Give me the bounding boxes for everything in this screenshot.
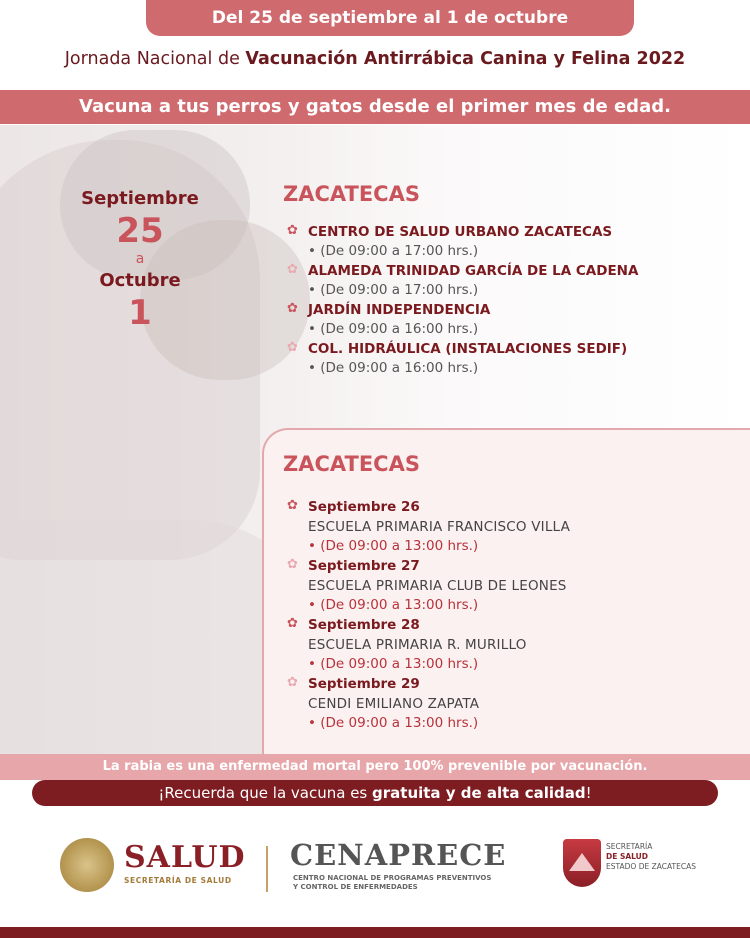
logo-divider xyxy=(266,846,268,892)
reminder-pill xyxy=(32,780,718,806)
list-item xyxy=(285,339,725,378)
paw-icon: ✿ xyxy=(287,498,298,513)
campaign-title-bold: Vacunación Antirrábica Canina y Felina 2022 xyxy=(245,49,686,69)
rabies-note: La rabia es una enfermedad mortal pero 100% prevenible por vacunación. xyxy=(0,754,750,780)
date-range-pill: Del 25 de septiembre al 1 de octubre xyxy=(146,0,634,36)
visit-hours: • (De 09:00 a 13:00 hrs.) xyxy=(308,597,479,613)
section1-title: ZACATECAS xyxy=(283,182,420,206)
section1-list xyxy=(285,222,725,378)
list-item xyxy=(285,222,725,261)
list-item xyxy=(285,300,725,339)
campaign-title xyxy=(0,49,750,69)
location-name: ALAMEDA TRINIDAD GARCÍA DE LA CADENA xyxy=(308,263,639,279)
campaign-banner: Vacuna a tus perros y gatos desde el primer mes de edad. xyxy=(0,90,750,124)
mountain-icon xyxy=(569,853,595,871)
section2-list xyxy=(285,497,725,733)
cenaprece-logo-subtitle xyxy=(293,874,513,892)
paw-icon: ✿ xyxy=(287,340,298,355)
cenaprece-logo-title: CENAPRECE xyxy=(290,838,507,872)
date-connector: a xyxy=(135,251,145,267)
zac-line1: SECRETARÍA xyxy=(606,842,653,851)
start-month: Septiembre xyxy=(81,188,199,209)
salud-logo-title: SALUD xyxy=(124,840,246,875)
list-item xyxy=(285,261,725,300)
visit-hours: • (De 09:00 a 13:00 hrs.) xyxy=(308,538,479,554)
visit-date: Septiembre 28 xyxy=(308,617,420,633)
location-hours: • (De 09:00 a 17:00 hrs.) xyxy=(308,282,479,298)
list-item xyxy=(285,497,725,556)
reminder-prefix: ¡Recuerda que la vacuna es xyxy=(158,784,373,802)
paw-icon: ✿ xyxy=(287,301,298,316)
zacatecas-shield-icon xyxy=(563,839,601,887)
location-name: JARDÍN INDEPENDENCIA xyxy=(308,302,491,318)
bottom-bar xyxy=(0,927,750,938)
paw-icon: ✿ xyxy=(287,262,298,277)
cenaprece-line2: Y CONTROL DE ENFERMEDADES xyxy=(293,883,418,891)
list-item xyxy=(285,556,725,615)
visit-date: Septiembre 27 xyxy=(308,558,420,574)
zac-line2: DE SALUD xyxy=(606,852,648,861)
list-item xyxy=(285,674,725,733)
start-day: 25 xyxy=(116,211,164,251)
school-name: ESCUELA PRIMARIA FRANCISCO VILLA xyxy=(308,519,571,535)
location-hours: • (De 09:00 a 16:00 hrs.) xyxy=(308,360,479,376)
reminder-suffix: ! xyxy=(585,784,592,802)
paw-icon: ✿ xyxy=(287,616,298,631)
paw-icon: ✿ xyxy=(287,557,298,572)
list-item xyxy=(285,615,725,674)
location-name: COL. HIDRÁULICA (INSTALACIONES SEDIF) xyxy=(308,341,628,357)
zacatecas-logo-text xyxy=(606,842,696,872)
section2-title: ZACATECAS xyxy=(283,452,420,476)
end-month: Octubre xyxy=(99,270,181,291)
location-hours: • (De 09:00 a 16:00 hrs.) xyxy=(308,321,479,337)
school-name: ESCUELA PRIMARIA R. MURILLO xyxy=(308,637,527,653)
school-name: ESCUELA PRIMARIA CLUB DE LEONES xyxy=(308,578,567,594)
visit-hours: • (De 09:00 a 13:00 hrs.) xyxy=(308,656,479,672)
salud-logo-subtitle: SECRETARÍA DE SALUD xyxy=(124,876,232,885)
school-name: CENDI EMILIANO ZAPATA xyxy=(308,696,480,712)
cenaprece-line1: CENTRO NACIONAL DE PROGRAMAS PREVENTIVOS xyxy=(293,874,492,882)
visit-hours: • (De 09:00 a 13:00 hrs.) xyxy=(308,715,479,731)
location-name: CENTRO DE SALUD URBANO ZACATECAS xyxy=(308,224,613,240)
visit-date: Septiembre 26 xyxy=(308,499,420,515)
date-column xyxy=(70,186,210,332)
paw-icon: ✿ xyxy=(287,223,298,238)
mexico-seal-icon xyxy=(60,838,114,892)
reminder-bold: gratuita y de alta calidad xyxy=(372,784,586,802)
location-hours: • (De 09:00 a 17:00 hrs.) xyxy=(308,243,479,259)
campaign-title-prefix: Jornada Nacional de xyxy=(64,49,246,69)
zac-line3: ESTADO DE ZACATECAS xyxy=(606,862,696,871)
visit-date: Septiembre 29 xyxy=(308,676,420,692)
end-day: 1 xyxy=(128,293,152,333)
paw-icon: ✿ xyxy=(287,675,298,690)
